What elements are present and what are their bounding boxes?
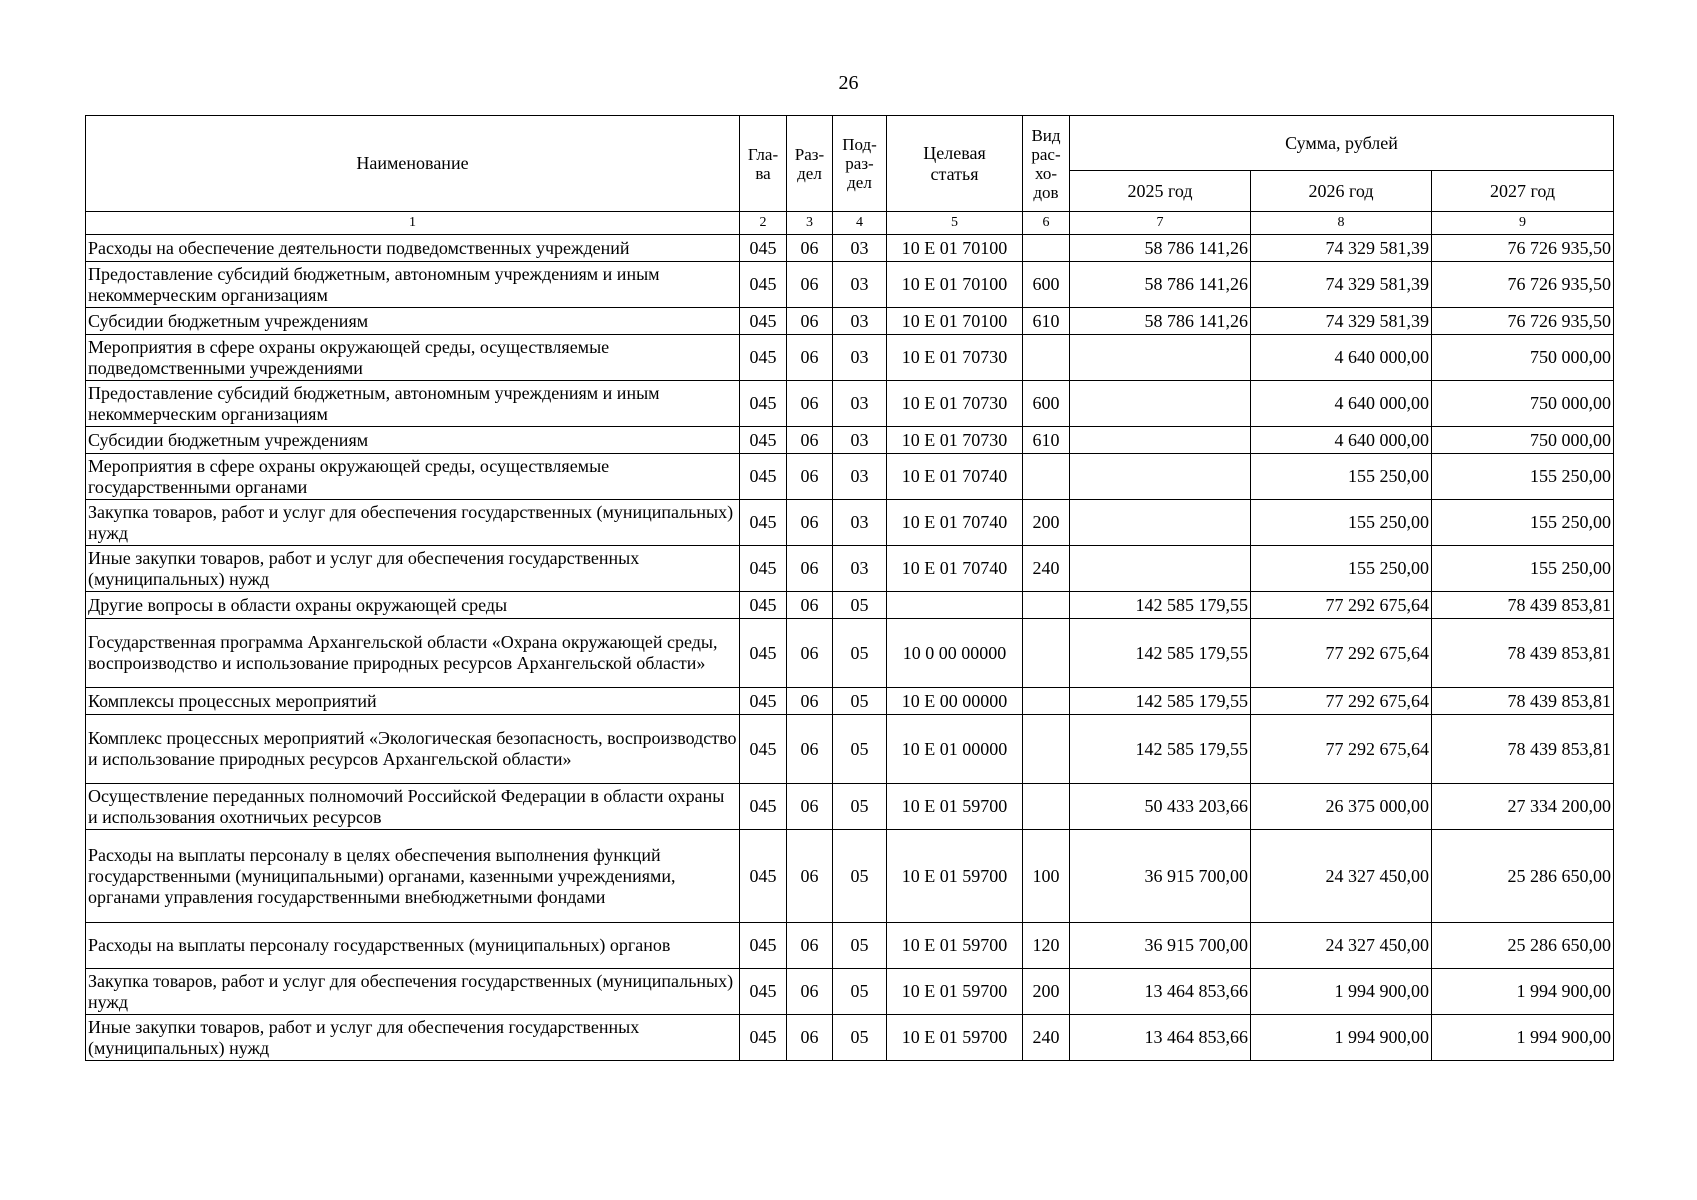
cell-subsection: 03 bbox=[833, 500, 887, 546]
cell-expense-type bbox=[1023, 235, 1070, 262]
table-row bbox=[86, 262, 1614, 308]
column-number: 6 bbox=[1023, 212, 1070, 235]
cell-target-article: 10 Е 01 70730 bbox=[887, 427, 1023, 454]
cell-expense-type: 100 bbox=[1023, 830, 1070, 923]
cell-section: 06 bbox=[787, 335, 833, 381]
cell-sum-2027: 76 726 935,50 bbox=[1432, 308, 1614, 335]
cell-sum-2026: 77 292 675,64 bbox=[1251, 688, 1432, 715]
cell-sum-2025: 13 464 853,66 bbox=[1070, 969, 1251, 1015]
cell-sum-2026: 155 250,00 bbox=[1251, 500, 1432, 546]
header-sum: Сумма, рублей bbox=[1070, 116, 1614, 171]
cell-name: Мероприятия в сфере охраны окружающей среды, осуществляемые государственными органами bbox=[86, 454, 740, 500]
cell-chapter: 045 bbox=[740, 500, 787, 546]
cell-section: 06 bbox=[787, 235, 833, 262]
cell-sum-2025 bbox=[1070, 335, 1251, 381]
cell-name: Осуществление переданных полномочий Российской Федерации в области охраны и использования охотничьих ресурсов bbox=[86, 784, 740, 830]
cell-sum-2026: 4 640 000,00 bbox=[1251, 381, 1432, 427]
cell-sum-2027: 27 334 200,00 bbox=[1432, 784, 1614, 830]
cell-subsection: 03 bbox=[833, 454, 887, 500]
header-target-article: Целевая статья bbox=[887, 116, 1023, 212]
cell-sum-2027: 155 250,00 bbox=[1432, 546, 1614, 592]
cell-name: Закупка товаров, работ и услуг для обеспечения государственных (муниципальных) нужд bbox=[86, 500, 740, 546]
cell-sum-2026: 77 292 675,64 bbox=[1251, 715, 1432, 784]
column-number: 2 bbox=[740, 212, 787, 235]
cell-sum-2027: 750 000,00 bbox=[1432, 381, 1614, 427]
cell-section: 06 bbox=[787, 784, 833, 830]
cell-subsection: 03 bbox=[833, 335, 887, 381]
header-section: Раз- дел bbox=[787, 116, 833, 212]
cell-sum-2026: 77 292 675,64 bbox=[1251, 592, 1432, 619]
table-row bbox=[86, 592, 1614, 619]
cell-name: Мероприятия в сфере охраны окружающей среды, осуществляемые подведомственными учреждениями bbox=[86, 335, 740, 381]
page-number: 26 bbox=[838, 72, 859, 94]
cell-subsection: 03 bbox=[833, 427, 887, 454]
cell-sum-2025 bbox=[1070, 454, 1251, 500]
cell-subsection: 05 bbox=[833, 830, 887, 923]
cell-subsection: 05 bbox=[833, 592, 887, 619]
table-header bbox=[86, 116, 1614, 235]
cell-name: Субсидии бюджетным учреждениям bbox=[86, 427, 740, 454]
header-subsection: Под- раз- дел bbox=[833, 116, 887, 212]
cell-target-article: 10 Е 01 70100 bbox=[887, 308, 1023, 335]
cell-sum-2026: 1 994 900,00 bbox=[1251, 1015, 1432, 1061]
cell-sum-2025: 142 585 179,55 bbox=[1070, 619, 1251, 688]
cell-chapter: 045 bbox=[740, 923, 787, 969]
cell-sum-2025: 142 585 179,55 bbox=[1070, 592, 1251, 619]
cell-section: 06 bbox=[787, 969, 833, 1015]
header-name: Наименование bbox=[86, 116, 740, 212]
cell-sum-2026: 74 329 581,39 bbox=[1251, 308, 1432, 335]
cell-section: 06 bbox=[787, 1015, 833, 1061]
cell-chapter: 045 bbox=[740, 1015, 787, 1061]
cell-sum-2027: 1 994 900,00 bbox=[1432, 1015, 1614, 1061]
table-row bbox=[86, 454, 1614, 500]
cell-target-article: 10 Е 01 59700 bbox=[887, 1015, 1023, 1061]
cell-name: Другие вопросы в области охраны окружающей среды bbox=[86, 592, 740, 619]
column-number: 4 bbox=[833, 212, 887, 235]
cell-section: 06 bbox=[787, 688, 833, 715]
cell-expense-type: 600 bbox=[1023, 262, 1070, 308]
cell-chapter: 045 bbox=[740, 592, 787, 619]
cell-expense-type: 240 bbox=[1023, 546, 1070, 592]
cell-sum-2026: 24 327 450,00 bbox=[1251, 923, 1432, 969]
cell-expense-type: 200 bbox=[1023, 969, 1070, 1015]
cell-sum-2027: 78 439 853,81 bbox=[1432, 688, 1614, 715]
cell-name: Закупка товаров, работ и услуг для обеспечения государственных (муниципальных) нужд bbox=[86, 969, 740, 1015]
cell-sum-2026: 4 640 000,00 bbox=[1251, 427, 1432, 454]
cell-section: 06 bbox=[787, 619, 833, 688]
cell-section: 06 bbox=[787, 830, 833, 923]
column-numbers-row bbox=[86, 212, 1614, 235]
cell-expense-type bbox=[1023, 784, 1070, 830]
cell-subsection: 05 bbox=[833, 1015, 887, 1061]
cell-name: Государственная программа Архангельской области «Охрана окружающей среды, воспроизводство и использование природных ресурсов Архангельской области» bbox=[86, 619, 740, 688]
header-year-2025: 2025 год bbox=[1070, 171, 1251, 212]
cell-sum-2025 bbox=[1070, 381, 1251, 427]
cell-sum-2026: 26 375 000,00 bbox=[1251, 784, 1432, 830]
cell-chapter: 045 bbox=[740, 546, 787, 592]
cell-chapter: 045 bbox=[740, 830, 787, 923]
cell-section: 06 bbox=[787, 427, 833, 454]
cell-sum-2027: 76 726 935,50 bbox=[1432, 235, 1614, 262]
table-row bbox=[86, 715, 1614, 784]
cell-target-article: 10 Е 01 70730 bbox=[887, 381, 1023, 427]
cell-section: 06 bbox=[787, 262, 833, 308]
cell-sum-2027: 750 000,00 bbox=[1432, 335, 1614, 381]
cell-subsection: 03 bbox=[833, 546, 887, 592]
cell-target-article: 10 Е 01 00000 bbox=[887, 715, 1023, 784]
cell-chapter: 045 bbox=[740, 454, 787, 500]
cell-section: 06 bbox=[787, 923, 833, 969]
cell-sum-2025: 58 786 141,26 bbox=[1070, 308, 1251, 335]
cell-sum-2026: 1 994 900,00 bbox=[1251, 969, 1432, 1015]
cell-sum-2025: 36 915 700,00 bbox=[1070, 830, 1251, 923]
column-number: 8 bbox=[1251, 212, 1432, 235]
cell-subsection: 03 bbox=[833, 381, 887, 427]
cell-name: Субсидии бюджетным учреждениям bbox=[86, 308, 740, 335]
cell-chapter: 045 bbox=[740, 235, 787, 262]
cell-chapter: 045 bbox=[740, 381, 787, 427]
column-number: 9 bbox=[1432, 212, 1614, 235]
table-row bbox=[86, 830, 1614, 923]
cell-chapter: 045 bbox=[740, 335, 787, 381]
cell-sum-2025 bbox=[1070, 427, 1251, 454]
cell-sum-2025: 58 786 141,26 bbox=[1070, 262, 1251, 308]
cell-expense-type: 240 bbox=[1023, 1015, 1070, 1061]
cell-expense-type bbox=[1023, 619, 1070, 688]
cell-target-article bbox=[887, 592, 1023, 619]
table-row bbox=[86, 500, 1614, 546]
cell-expense-type bbox=[1023, 688, 1070, 715]
table-row bbox=[86, 308, 1614, 335]
table-row bbox=[86, 784, 1614, 830]
cell-sum-2027: 78 439 853,81 bbox=[1432, 715, 1614, 784]
cell-sum-2025: 142 585 179,55 bbox=[1070, 715, 1251, 784]
cell-subsection: 05 bbox=[833, 715, 887, 784]
cell-expense-type: 610 bbox=[1023, 427, 1070, 454]
cell-subsection: 03 bbox=[833, 262, 887, 308]
cell-sum-2026: 74 329 581,39 bbox=[1251, 262, 1432, 308]
table-row bbox=[86, 1015, 1614, 1061]
cell-section: 06 bbox=[787, 308, 833, 335]
cell-name: Расходы на выплаты персоналу в целях обеспечения выполнения функций государственными (муниципальными) органами, казенными учреждениями, органами управления государственными внебюджетными фондами bbox=[86, 830, 740, 923]
cell-name: Комплекс процессных мероприятий «Экологическая безопасность, воспроизводство и использование природных ресурсов Архангельской области» bbox=[86, 715, 740, 784]
cell-sum-2025 bbox=[1070, 500, 1251, 546]
cell-target-article: 10 Е 01 70740 bbox=[887, 546, 1023, 592]
cell-subsection: 03 bbox=[833, 308, 887, 335]
table-row bbox=[86, 969, 1614, 1015]
header-year-2027: 2027 год bbox=[1432, 171, 1614, 212]
cell-expense-type bbox=[1023, 454, 1070, 500]
cell-section: 06 bbox=[787, 454, 833, 500]
cell-sum-2027: 1 994 900,00 bbox=[1432, 969, 1614, 1015]
cell-sum-2027: 25 286 650,00 bbox=[1432, 923, 1614, 969]
cell-subsection: 05 bbox=[833, 969, 887, 1015]
cell-target-article: 10 Е 01 59700 bbox=[887, 923, 1023, 969]
table-row bbox=[86, 235, 1614, 262]
cell-sum-2026: 24 327 450,00 bbox=[1251, 830, 1432, 923]
cell-chapter: 045 bbox=[740, 969, 787, 1015]
cell-expense-type bbox=[1023, 715, 1070, 784]
cell-sum-2025: 36 915 700,00 bbox=[1070, 923, 1251, 969]
cell-sum-2025: 58 786 141,26 bbox=[1070, 235, 1251, 262]
cell-sum-2026: 77 292 675,64 bbox=[1251, 619, 1432, 688]
cell-section: 06 bbox=[787, 500, 833, 546]
cell-target-article: 10 Е 00 00000 bbox=[887, 688, 1023, 715]
cell-expense-type: 600 bbox=[1023, 381, 1070, 427]
cell-sum-2027: 750 000,00 bbox=[1432, 427, 1614, 454]
table-row bbox=[86, 688, 1614, 715]
cell-section: 06 bbox=[787, 592, 833, 619]
cell-chapter: 045 bbox=[740, 784, 787, 830]
cell-chapter: 045 bbox=[740, 715, 787, 784]
cell-sum-2027: 25 286 650,00 bbox=[1432, 830, 1614, 923]
cell-chapter: 045 bbox=[740, 688, 787, 715]
table-row bbox=[86, 381, 1614, 427]
cell-section: 06 bbox=[787, 546, 833, 592]
cell-expense-type bbox=[1023, 335, 1070, 381]
cell-name: Предоставление субсидий бюджетным, автономным учреждениям и иным некоммерческим организациям bbox=[86, 381, 740, 427]
header-chapter: Гла- ва bbox=[740, 116, 787, 212]
table-row bbox=[86, 619, 1614, 688]
table-row bbox=[86, 335, 1614, 381]
cell-target-article: 10 Е 01 59700 bbox=[887, 784, 1023, 830]
cell-sum-2026: 155 250,00 bbox=[1251, 454, 1432, 500]
column-number: 3 bbox=[787, 212, 833, 235]
cell-name: Комплексы процессных мероприятий bbox=[86, 688, 740, 715]
cell-chapter: 045 bbox=[740, 619, 787, 688]
cell-target-article: 10 Е 01 59700 bbox=[887, 830, 1023, 923]
cell-target-article: 10 Е 01 70740 bbox=[887, 500, 1023, 546]
cell-subsection: 03 bbox=[833, 235, 887, 262]
table-row bbox=[86, 923, 1614, 969]
header-year-2026: 2026 год bbox=[1251, 171, 1432, 212]
cell-sum-2025: 50 433 203,66 bbox=[1070, 784, 1251, 830]
cell-expense-type: 610 bbox=[1023, 308, 1070, 335]
cell-expense-type: 120 bbox=[1023, 923, 1070, 969]
cell-chapter: 045 bbox=[740, 427, 787, 454]
cell-section: 06 bbox=[787, 715, 833, 784]
cell-section: 06 bbox=[787, 381, 833, 427]
cell-sum-2025: 142 585 179,55 bbox=[1070, 688, 1251, 715]
header-expense-type: Вид рас- хо- дов bbox=[1023, 116, 1070, 212]
cell-name: Расходы на обеспечение деятельности подведомственных учреждений bbox=[86, 235, 740, 262]
cell-sum-2027: 155 250,00 bbox=[1432, 500, 1614, 546]
cell-expense-type bbox=[1023, 592, 1070, 619]
cell-expense-type: 200 bbox=[1023, 500, 1070, 546]
cell-sum-2025: 13 464 853,66 bbox=[1070, 1015, 1251, 1061]
cell-target-article: 10 Е 01 70730 bbox=[887, 335, 1023, 381]
cell-subsection: 05 bbox=[833, 688, 887, 715]
cell-name: Предоставление субсидий бюджетным, автономным учреждениям и иным некоммерческим организациям bbox=[86, 262, 740, 308]
table-row bbox=[86, 546, 1614, 592]
cell-subsection: 05 bbox=[833, 619, 887, 688]
column-number: 5 bbox=[887, 212, 1023, 235]
cell-target-article: 10 Е 01 59700 bbox=[887, 969, 1023, 1015]
cell-subsection: 05 bbox=[833, 784, 887, 830]
cell-name: Иные закупки товаров, работ и услуг для обеспечения государственных (муниципальных) нужд bbox=[86, 546, 740, 592]
table-row bbox=[86, 427, 1614, 454]
cell-name: Расходы на выплаты персоналу государственных (муниципальных) органов bbox=[86, 923, 740, 969]
cell-sum-2027: 78 439 853,81 bbox=[1432, 619, 1614, 688]
cell-chapter: 045 bbox=[740, 262, 787, 308]
cell-sum-2027: 155 250,00 bbox=[1432, 454, 1614, 500]
cell-sum-2025 bbox=[1070, 546, 1251, 592]
cell-target-article: 10 Е 01 70100 bbox=[887, 262, 1023, 308]
budget-table bbox=[85, 115, 1614, 1061]
cell-sum-2026: 74 329 581,39 bbox=[1251, 235, 1432, 262]
cell-sum-2027: 78 439 853,81 bbox=[1432, 592, 1614, 619]
column-number: 1 bbox=[86, 212, 740, 235]
cell-target-article: 10 Е 01 70100 bbox=[887, 235, 1023, 262]
cell-sum-2026: 155 250,00 bbox=[1251, 546, 1432, 592]
column-number: 7 bbox=[1070, 212, 1251, 235]
cell-chapter: 045 bbox=[740, 308, 787, 335]
cell-subsection: 05 bbox=[833, 923, 887, 969]
cell-target-article: 10 Е 01 70740 bbox=[887, 454, 1023, 500]
cell-target-article: 10 0 00 00000 bbox=[887, 619, 1023, 688]
cell-name: Иные закупки товаров, работ и услуг для обеспечения государственных (муниципальных) нужд bbox=[86, 1015, 740, 1061]
cell-sum-2026: 4 640 000,00 bbox=[1251, 335, 1432, 381]
cell-sum-2027: 76 726 935,50 bbox=[1432, 262, 1614, 308]
table-body bbox=[86, 235, 1614, 1061]
